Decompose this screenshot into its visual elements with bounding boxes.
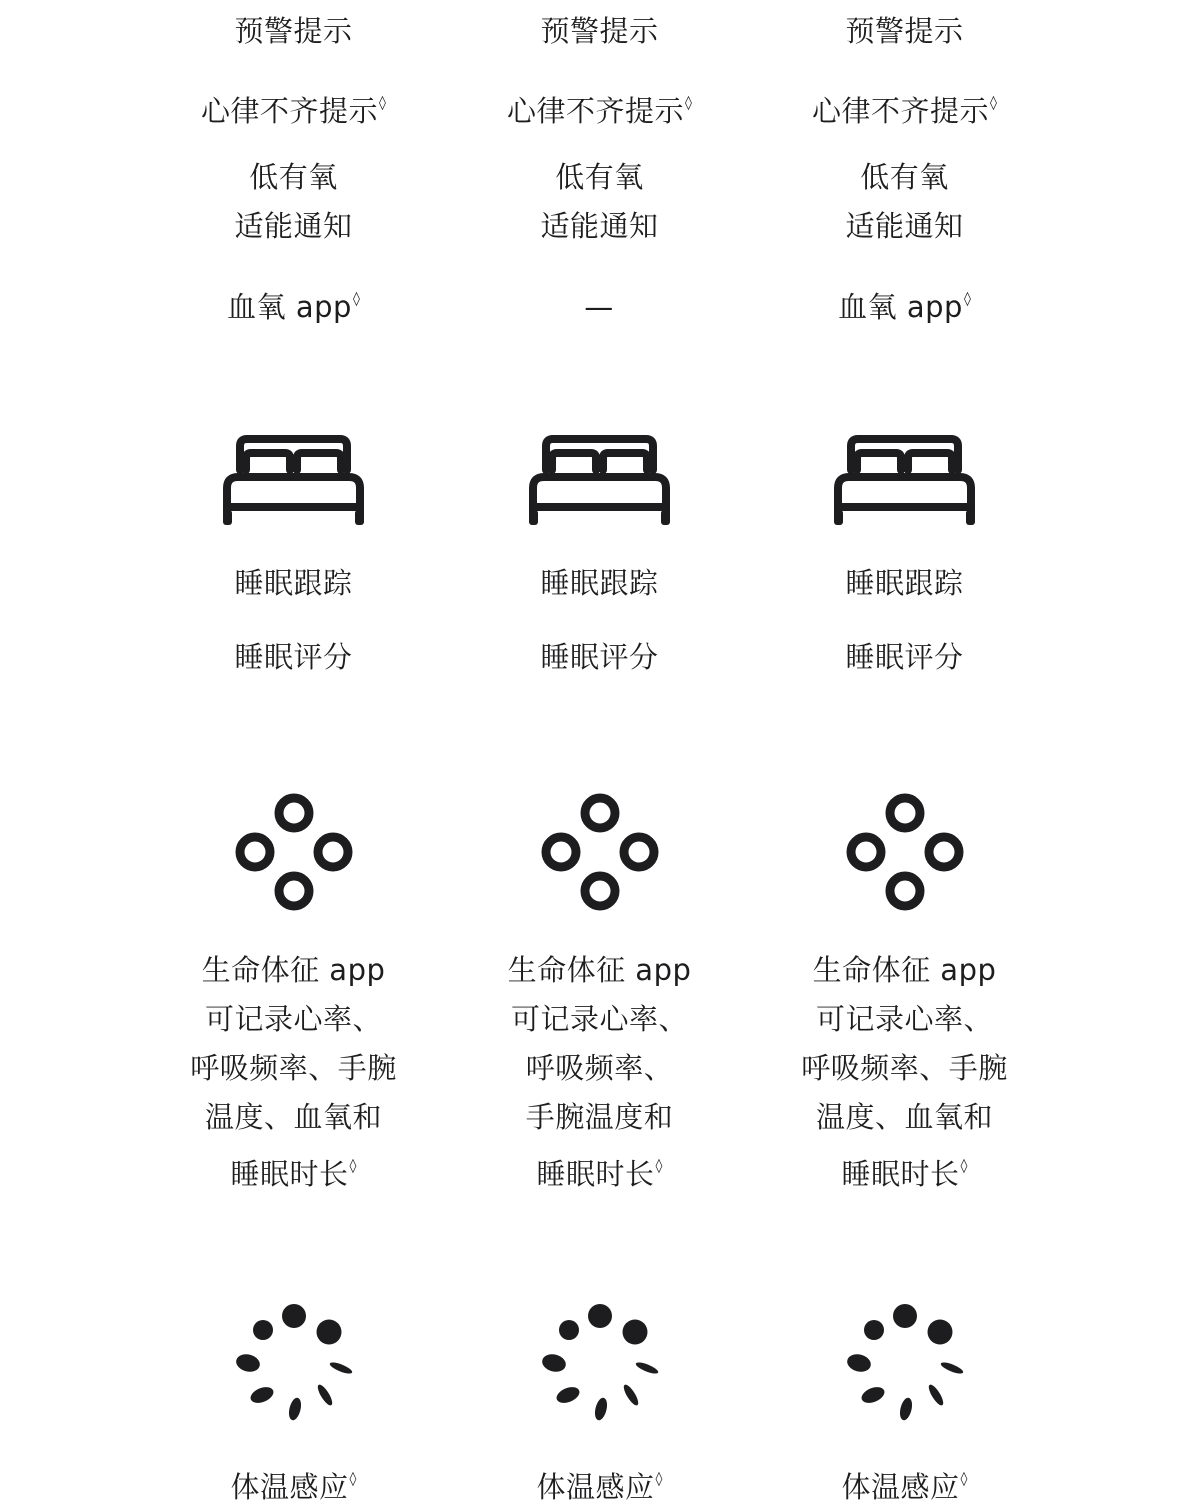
vitals-description-line: 呼吸频率、手腕 [190,1051,397,1085]
temperature-sensing-text: 体温感应 [230,1470,349,1504]
footnote-mark: ◊ [349,1471,357,1487]
irregular-rhythm-text: 心律不齐提示 [507,94,685,128]
footnote-mark: ◊ [379,95,386,111]
irregular-rhythm-text: 心律不齐提示 [812,94,990,128]
vitals-description-line: 可记录心率、 [510,1002,688,1036]
vitals-icon [538,790,662,914]
vitals-description-line: 可记录心率、 [815,1002,993,1036]
sleep-tracking-label: 睡眠跟踪 [845,566,964,600]
vitals-description-line: 生命体征 app [201,953,386,987]
sleep-tracking-label: 睡眠跟踪 [234,566,353,600]
vitals-icon [232,790,356,914]
footnote-mark: ◊ [990,95,997,111]
low-cardio-label-line-2: 适能通知 [540,209,659,243]
temperature-sensing-text: 体温感应 [841,1470,960,1504]
footnote-mark: ◊ [960,1471,968,1487]
blood-oxygen-text: 血氧 app [838,290,963,324]
footnote-mark: ◊ [349,1158,357,1174]
vitals-description-line: 生命体征 app [812,953,997,987]
vitals-description-line [141,1149,446,1191]
vitals-description-line [752,1149,1057,1191]
footnote-mark: ◊ [685,95,692,111]
feature-column-2 [447,0,752,1504]
sleep-score-label: 睡眠评分 [540,640,659,674]
sleep-score-label: 睡眠评分 [845,640,964,674]
low-cardio-label-line-1: 低有氧 [249,160,338,194]
temperature-sensing-icon [844,1300,966,1424]
vitals-description-line: 呼吸频率、 [525,1051,674,1085]
warning-prompt-label: 预警提示 [234,14,353,48]
feature-column-1 [141,0,446,1504]
irregular-rhythm-text: 心律不齐提示 [201,94,379,128]
sleep-score-label: 睡眠评分 [234,640,353,674]
temperature-sensing-label [141,1462,446,1504]
low-cardio-label-line-1: 低有氧 [555,160,644,194]
blood-oxygen-label [141,282,446,324]
vitals-description-line: 呼吸频率、手腕 [801,1051,1008,1085]
low-cardio-label-line-2: 适能通知 [845,209,964,243]
vitals-description-line: 可记录心率、 [204,1002,382,1036]
blood-oxygen-text: — [584,290,614,324]
footnote-mark: ◊ [960,1158,968,1174]
warning-prompt-label: 预警提示 [845,14,964,48]
vitals-description-text: 睡眠时长 [536,1157,655,1191]
irregular-rhythm-label [141,86,446,128]
vitals-description-line: 温度、血氧和 [204,1100,382,1134]
vitals-description-line: 生命体征 app [507,953,692,987]
vitals-description-text: 睡眠时长 [841,1157,960,1191]
footnote-mark: ◊ [655,1471,663,1487]
vitals-description-line: 手腕温度和 [525,1100,674,1134]
footnote-mark: ◊ [655,1158,663,1174]
temperature-sensing-label [752,1462,1057,1504]
warning-prompt-label: 预警提示 [540,14,659,48]
feature-column-3 [752,0,1057,1504]
temperature-sensing-text: 体温感应 [536,1470,655,1504]
footnote-mark: ◊ [352,291,360,307]
bed-icon [222,434,365,529]
low-cardio-label-line-2: 适能通知 [234,209,353,243]
vitals-description-line [447,1149,752,1191]
blood-oxygen-text: 血氧 app [227,290,352,324]
blood-oxygen-label [447,282,752,324]
irregular-rhythm-label [447,86,752,128]
sleep-tracking-label: 睡眠跟踪 [540,566,659,600]
temperature-sensing-label [447,1462,752,1504]
blood-oxygen-label [752,282,1057,324]
vitals-description-text: 睡眠时长 [230,1157,349,1191]
irregular-rhythm-label [752,86,1057,128]
bed-icon [833,434,976,529]
footnote-mark: ◊ [963,291,971,307]
bed-icon [528,434,671,529]
vitals-description-line: 温度、血氧和 [815,1100,993,1134]
temperature-sensing-icon [233,1300,355,1424]
low-cardio-label-line-1: 低有氧 [860,160,949,194]
temperature-sensing-icon [539,1300,661,1424]
vitals-icon [843,790,967,914]
